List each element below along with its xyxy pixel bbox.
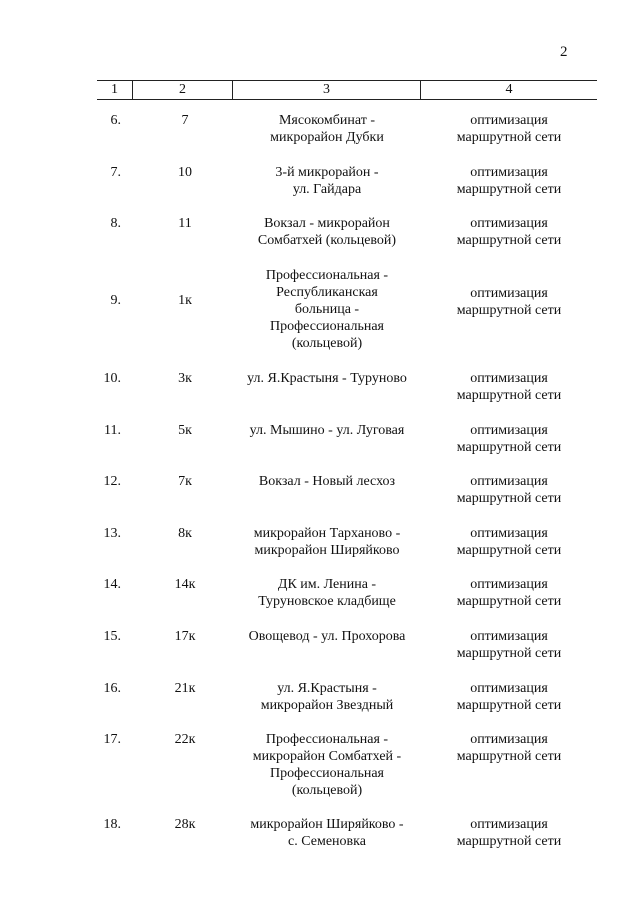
route-number: 7к <box>178 474 192 489</box>
route-name: Овощевод - ул. Прохорова <box>248 629 406 644</box>
route-name: 3-й микрорайон - ул. Гайдара <box>275 165 379 197</box>
route-number: 22к <box>174 732 196 747</box>
route-number: 1к <box>178 293 192 308</box>
table-row <box>97 816 597 850</box>
row-number: 18. <box>103 817 121 832</box>
row-number: 12. <box>103 474 121 489</box>
route-number: 7 <box>181 113 189 128</box>
route-number: 28к <box>174 817 196 832</box>
table-row <box>97 525 597 559</box>
route-action: оптимизация маршрутной сети <box>456 216 562 248</box>
row-number: 8. <box>110 216 121 231</box>
header-col-3: 3 <box>233 81 421 99</box>
route-number: 17к <box>174 629 196 644</box>
route-name: Профессиональная - микрорайон Сомбатхей - Профессиональная (кольцевой) <box>252 732 402 798</box>
row-number: 14. <box>103 577 121 592</box>
table-row <box>97 422 597 456</box>
table-row <box>97 576 597 610</box>
row-number: 13. <box>103 526 121 541</box>
route-action: оптимизация маршрутной сети <box>456 371 562 403</box>
table-row <box>97 215 597 249</box>
route-number: 3к <box>178 371 192 386</box>
route-name: ул. Я.Крастыня - Туруново <box>247 371 407 386</box>
row-number: 11. <box>104 423 121 438</box>
page-number: 2 <box>560 44 568 60</box>
row-number: 9. <box>110 293 121 308</box>
table-row <box>97 164 597 198</box>
route-action: оптимизация маршрутной сети <box>456 526 562 558</box>
row-number: 17. <box>103 732 121 747</box>
table-row <box>97 731 597 799</box>
route-action: оптимизация маршрутной сети <box>456 474 562 506</box>
route-name: Мясокомбинат - микрорайон Дубки <box>270 113 384 145</box>
table-row <box>97 370 597 404</box>
route-action: оптимизация маршрутной сети <box>456 629 562 661</box>
route-name: ул. Я.Крастыня - микрорайон Звездный <box>260 681 394 713</box>
route-action: оптимизация маршрутной сети <box>456 113 562 145</box>
row-number: 16. <box>103 681 121 696</box>
route-action: оптимизация маршрутной сети <box>456 423 562 455</box>
header-col-4: 4 <box>505 82 513 97</box>
row-number: 7. <box>110 165 121 180</box>
route-number: 14к <box>174 577 196 592</box>
route-action: оптимизация маршрутной сети <box>456 817 562 849</box>
route-number: 10 <box>178 165 192 180</box>
route-name: Профессиональная - Республиканская больница - Профессиональная (кольцевой) <box>265 268 389 351</box>
route-name: Вокзал - Новый лесхоз <box>258 474 396 489</box>
row-number: 10. <box>103 371 121 386</box>
route-name: микрорайон Тарханово - микрорайон Ширяйково <box>253 526 401 558</box>
route-action: оптимизация маршрутной сети <box>456 681 562 713</box>
header-col-2: 2 <box>133 81 233 99</box>
table-row <box>97 473 597 507</box>
route-name: Вокзал - микрорайон Сомбатхей (кольцевой) <box>257 216 397 248</box>
route-action: оптимизация маршрутной сети <box>456 732 562 764</box>
table-header <box>97 80 597 100</box>
route-name: ул. Мышино - ул. Луговая <box>249 423 405 438</box>
route-name: ДК им. Ленина - Туруновское кладбище <box>258 577 396 609</box>
header-col-1: 1 <box>97 81 133 99</box>
route-action: оптимизация маршрутной сети <box>456 577 562 609</box>
route-number: 11 <box>178 216 192 231</box>
route-name: микрорайон Ширяйково - с. Семеновка <box>250 817 404 849</box>
route-action: оптимизация маршрутной сети <box>456 286 562 318</box>
route-action: оптимизация маршрутной сети <box>456 165 562 197</box>
table-row <box>97 628 597 662</box>
route-number: 5к <box>178 423 192 438</box>
row-number: 15. <box>103 629 121 644</box>
table-row <box>97 112 597 146</box>
route-number: 21к <box>174 681 196 696</box>
table-row <box>97 680 597 714</box>
row-number: 6. <box>110 113 121 128</box>
table-row <box>97 267 597 352</box>
route-number: 8к <box>178 526 192 541</box>
